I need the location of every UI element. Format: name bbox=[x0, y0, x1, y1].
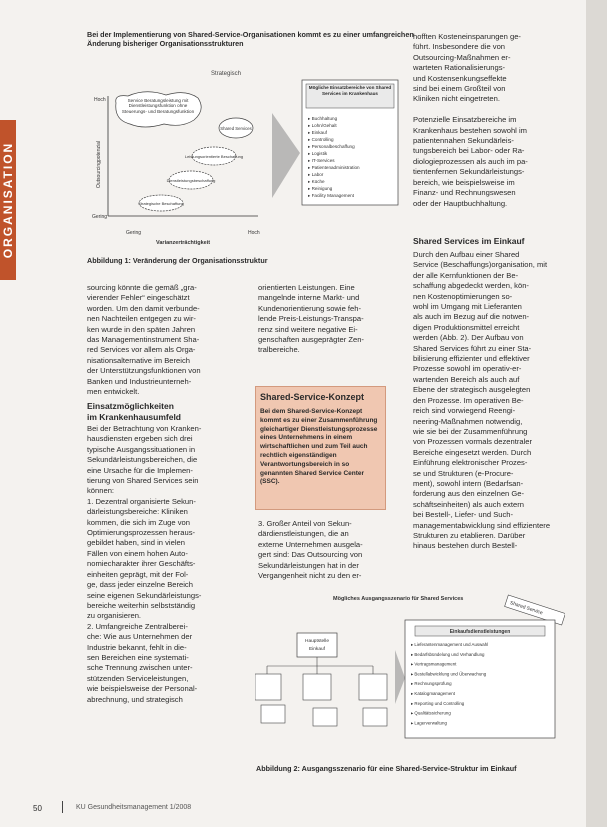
text-line: und Kostensenkungseffekte bbox=[413, 73, 507, 83]
heading-einsatz-line2: im Krankenhausumfeld bbox=[87, 412, 181, 422]
unit-box-4 bbox=[261, 705, 285, 723]
list-item: ▸ Lohn/Gehalt bbox=[308, 123, 337, 128]
text-line: nen Kostenoptimierungen so- bbox=[413, 291, 513, 301]
figure1-header-label: Strategisch bbox=[211, 71, 242, 77]
figure1-caption: Abbildung 1: Veränderung der Organisationsstruktur bbox=[87, 256, 268, 265]
column1-intro bbox=[87, 283, 205, 397]
text-line: Shared Services führt zu einer Sta- bbox=[413, 343, 532, 353]
text-line: Outsourcing-Maßnahmen er- bbox=[413, 52, 511, 62]
text-line: typische Ausgangssituationen in bbox=[87, 444, 196, 454]
text-line: von Prozessen vormals dezentraler bbox=[413, 437, 533, 447]
text-line: werden (Abb. 2). Der Aufbau von bbox=[413, 333, 524, 343]
text-line: sche Trennung zwischen unter- bbox=[87, 663, 193, 673]
text-line: ken wurde in den späten Jahren bbox=[87, 324, 196, 334]
text-line: warteten Rationalisierungs- bbox=[413, 63, 506, 73]
text-line: 1. Dezentral organisierte Sekun- bbox=[87, 496, 196, 506]
list-item: ▸ Küche bbox=[308, 179, 325, 184]
list-item: ▸ Katalogmanagement bbox=[411, 691, 455, 696]
text-line: Vergangenheit nicht zu den er- bbox=[258, 571, 362, 581]
section-sidebar bbox=[0, 120, 16, 280]
text-line: Strukturen zu etablieren. Darüber bbox=[413, 530, 526, 540]
footer-divider bbox=[62, 801, 63, 813]
text-line: red Services vor allem als Orga- bbox=[87, 345, 196, 355]
figure1-diagram bbox=[86, 58, 406, 258]
x-axis-title: Varianzerträchtigkeit bbox=[156, 240, 211, 246]
text-line: tierung von Shared Services sein bbox=[87, 476, 199, 486]
unit-box-6 bbox=[363, 708, 387, 726]
text-line: führt. Insbesondere die von bbox=[413, 42, 506, 52]
text-line: genschaften ausgeprägter Zen- bbox=[258, 335, 364, 345]
text-line: zu organisieren. bbox=[87, 611, 142, 621]
unit-box-3 bbox=[359, 674, 387, 700]
text-line: hinaus bestehen durch Bestell- bbox=[413, 541, 518, 551]
text-line: stützenden Serviceleistungen, bbox=[87, 673, 189, 683]
text-line: Bei der Betrachtung von Kranken- bbox=[87, 424, 202, 433]
unit-box-1 bbox=[255, 674, 281, 700]
text-line: Banken und Industrieunterneh- bbox=[87, 376, 192, 386]
ellipse-2-label: Leistungsorientierte Beschaffung bbox=[184, 154, 244, 159]
text-line: Service (Beschaffungs)organisation, mit bbox=[413, 260, 548, 270]
list-item: ▸ Labor bbox=[308, 172, 324, 177]
figure2-center-box bbox=[297, 633, 337, 657]
list-item: ▸ Reinigung bbox=[308, 186, 333, 191]
text-line: externe Unternehmen ausgela- bbox=[258, 539, 363, 549]
text-line: patientennahen Sekundärleis- bbox=[413, 136, 514, 146]
text-line: bereich, wie beispielsweise im bbox=[413, 177, 515, 187]
text-line: wartenden Bereich als auch auf bbox=[413, 374, 520, 384]
list-item: ▸ Patientenadministration bbox=[308, 165, 360, 170]
text-line: därleistungsbereiche: Kliniken bbox=[87, 507, 188, 517]
text-line: renz sind weitere negative Ei- bbox=[258, 324, 358, 334]
x-right-label: Hoch bbox=[248, 230, 260, 236]
list-item: ▸ Vertragsmanagement bbox=[411, 661, 457, 667]
text-line: worden. Um den damit verbunde- bbox=[87, 303, 200, 313]
x-left-label: Gering bbox=[126, 230, 142, 236]
text-line: sen Bereichen eine systemati- bbox=[87, 652, 189, 662]
list-item: ▸ Rechnungsprüfung bbox=[411, 681, 452, 687]
y-top-label: Hoch bbox=[94, 97, 106, 103]
text-line: das Managementinstrument Sha- bbox=[87, 335, 200, 345]
column1-body bbox=[87, 424, 205, 705]
magazine-name: KU Gesundheitsmanagement 1/2008 bbox=[76, 804, 192, 811]
text-line: abrechnung, und strategisch bbox=[87, 694, 183, 704]
text-line: eine Ursache für die Implemen- bbox=[87, 465, 193, 475]
text-line: digen Produktionsmittel erreicht bbox=[413, 322, 520, 332]
list-item: ▸ Facility Management bbox=[308, 193, 354, 198]
text-line: ge, dass jeder einzelne Bereich bbox=[87, 580, 193, 590]
text-line: 2. Umfangreiche Zentralberei- bbox=[87, 621, 188, 631]
text-line: bilisierung effizienter und effektiver bbox=[413, 354, 530, 364]
text-line: nen Nachteilen entgegen zu wir- bbox=[87, 314, 196, 324]
text-line: als auch im Bezug auf die notwen- bbox=[413, 312, 530, 322]
text-line: hofften Kosteneinsparungen ge- bbox=[413, 32, 521, 41]
text-line: bei Bestell-, Liefer- und Such- bbox=[413, 510, 514, 520]
figure2-stamp-text: Shared Service bbox=[509, 600, 544, 617]
list-item: ▸ Einkauf bbox=[308, 130, 327, 135]
text-line: orientierten Leistungen. Eine bbox=[258, 283, 355, 292]
text-line: gebildet haben, sind in vielen bbox=[87, 538, 185, 548]
text-line: Einführung elektronischer Prozes- bbox=[413, 458, 528, 468]
heading-einsatz bbox=[87, 401, 181, 423]
column3-body bbox=[413, 250, 558, 552]
list-item: ▸ Personalbeschaffung bbox=[308, 144, 355, 149]
list-item: ▸ Qualitätssicherung bbox=[411, 710, 451, 716]
text-line: che: Wie aus Unternehmen der bbox=[87, 632, 193, 642]
unit-box-2 bbox=[303, 674, 331, 700]
column2-intro bbox=[258, 283, 383, 356]
text-line: bereiche weiterhin selbstständig bbox=[87, 600, 196, 610]
text-line: Sekundärleistungen hat in der bbox=[258, 560, 359, 570]
text-line: forderung aus den einzelnen Ge- bbox=[413, 489, 525, 499]
page-edge-shadow bbox=[586, 0, 607, 827]
text-line: tungsbereich bei Labor- oder Ra- bbox=[413, 146, 525, 156]
text-line: sind bei einem Großteil von bbox=[413, 84, 506, 94]
definition-box-title: Shared-Service-Konzept bbox=[260, 392, 365, 402]
text-line: Durch den Aufbau einer Shared bbox=[413, 250, 520, 259]
list-item: ▸ Lieferantenmanagement und Auswahl bbox=[411, 642, 489, 647]
text-line: managementabwicklung sind effizientere bbox=[413, 520, 551, 530]
text-line: reich sind vorwiegend Reengi- bbox=[413, 406, 516, 416]
text-line bbox=[413, 105, 558, 115]
text-line: men entwickelt. bbox=[87, 387, 140, 397]
text-line: schäftseinheiten) als auch extern bbox=[413, 499, 525, 509]
text-line: oder der Hauptbuchhaltung. bbox=[413, 198, 508, 208]
text-line: Fällen von einem hohen Auto- bbox=[87, 548, 188, 558]
text-line: därdienstleistungen, die an bbox=[258, 529, 349, 539]
text-line: kommen, die sich im Zuge von bbox=[87, 517, 190, 527]
definition-box bbox=[255, 386, 386, 510]
list-item: ▸ Lagerverwaltung bbox=[411, 720, 447, 726]
column2-continued bbox=[258, 519, 383, 581]
figure1-title: Bei der Implementierung von Shared-Service-Organisationen kommt es zu einer umfangreichen Änderung bisheriger Organisationsstrukturen bbox=[87, 30, 414, 48]
figure2-diagram bbox=[255, 580, 565, 760]
center-box-line1: Hauptstelle bbox=[305, 639, 329, 644]
text-line: seine eigenen Sekundärleistungs- bbox=[87, 590, 202, 600]
text-line: tientenfernen Sekundärleistungs- bbox=[413, 167, 525, 177]
list-item: ▸ Controlling bbox=[308, 137, 334, 142]
text-line: vierender Fehler“ eingeschätzt bbox=[87, 293, 190, 303]
text-line: hausdiensten ergeben sich drei bbox=[87, 434, 193, 444]
figure2-caption: Abbildung 2: Ausgangsszenario für eine Shared-Service-Struktur im Einkauf bbox=[256, 764, 517, 773]
text-line: mangelnde interne Markt- und bbox=[258, 293, 360, 303]
text-line: se und Strukturen (e-Procure- bbox=[413, 468, 514, 478]
text-line: gert sind: Das Outsourcing von bbox=[258, 550, 363, 560]
text-line: sourcing könnte die gemäß „gra- bbox=[87, 283, 197, 292]
figure2-list-title: Einkaufsdienstleistungen bbox=[449, 629, 511, 635]
text-line: lende Preis-Leistungs-Transpa- bbox=[258, 314, 364, 324]
text-line: schaffung abgedeckt werden, kön- bbox=[413, 281, 529, 291]
text-line: Sekundärleistungsbereichen, die bbox=[87, 455, 198, 465]
ellipse-1-label: Shared Services bbox=[220, 126, 252, 131]
cloud-text: Service Beratungsleistung mit Dienstleistungsfunktion ohne Steuerungs- und Beratungsfunktion bbox=[121, 98, 195, 114]
y-bottom-label: Gering bbox=[92, 214, 108, 220]
list-item: ▸ IT-Services bbox=[308, 158, 335, 163]
page-number: 50 bbox=[33, 804, 42, 813]
list-item: ▸ Bestellabwicklung und Überwachung bbox=[411, 671, 487, 677]
text-line: wie beispielsweise der Personal- bbox=[87, 684, 198, 694]
list-item: ▸ Buchhaltung bbox=[308, 116, 338, 121]
heading-einkauf: Shared Services im Einkauf bbox=[413, 236, 525, 246]
text-line: wie sie bei der Zusammenführung bbox=[413, 426, 528, 436]
figure1-list-title-holder bbox=[307, 85, 393, 109]
figure2-arrow bbox=[395, 650, 405, 704]
text-line: der Unterstützungsfunktionen von bbox=[87, 366, 201, 376]
text-line: wohl im Umgang mit Lieferanten bbox=[413, 302, 522, 312]
text-line: Finanz- und Rechnungswesen bbox=[413, 188, 516, 198]
text-line: Ebene der strategisch ausgelegten bbox=[413, 385, 531, 395]
cloud-text-holder bbox=[120, 98, 196, 126]
list-item: ▸ Reporting und Controlling bbox=[411, 700, 465, 706]
text-line: Prozesse sowohl im operativ-er- bbox=[413, 364, 522, 374]
figure1-arrow bbox=[272, 113, 300, 198]
text-line: der alle Kernfunktionen der Be- bbox=[413, 270, 519, 280]
list-item: ▸ Bedarfsbündelung und Verhandlung bbox=[411, 651, 485, 657]
text-line: Optimierungsprozessen heraus- bbox=[87, 528, 196, 538]
text-line: tralbereiche. bbox=[258, 345, 300, 355]
text-line: den Prozesse. Im operativen Be- bbox=[413, 395, 524, 405]
text-line: nomiecharakter ihrer Geschäfts- bbox=[87, 559, 196, 569]
text-line: Krankenhaus bestehen sowohl im bbox=[413, 125, 527, 135]
text-line: können: bbox=[87, 486, 115, 496]
heading-einsatz-line1: Einsatzmöglichkeiten bbox=[87, 401, 174, 411]
text-line: nisationsalternative im Bereich bbox=[87, 355, 190, 365]
text-line: Kliniken nicht eingetreten. bbox=[413, 94, 500, 104]
text-line: ment), sowohl intern (Bedarfsan- bbox=[413, 478, 524, 488]
text-line: Potenzielle Einsatzbereiche im bbox=[413, 115, 517, 125]
column3-intro bbox=[413, 32, 558, 209]
text-line: diologieprozessen als auch im pa- bbox=[413, 156, 528, 166]
ellipse-3-label: Dienstleistungsbeschaffung bbox=[166, 178, 216, 183]
text-line: neering-Maßnahmen notwendig, bbox=[413, 416, 523, 426]
y-axis-title: Outsourcingpotenzial bbox=[96, 141, 102, 188]
figure2-title: Mögliches Ausgangsszenario für Shared Services bbox=[333, 596, 464, 602]
section-label: ORGANISATION bbox=[1, 141, 15, 259]
definition-box-body: Bei dem Shared-Service-Konzept kommt es zu einer Zusammenführung gleichartiger Dienstleistungsprozesse eines Unternehmens in einem wirtschaftlichen und zum Teil auch rechtlich eigenständigen Verantwortungsbereich in so genannten Shared Service Center (SSC). bbox=[260, 408, 378, 486]
text-line: Kundenorientierung sowie feh- bbox=[258, 303, 362, 313]
unit-box-5 bbox=[313, 708, 337, 726]
text-line: 3. Großer Anteil von Sekun- bbox=[258, 519, 352, 528]
center-box-line2: Einkauf bbox=[309, 647, 325, 652]
list-item: ▸ Logistik bbox=[308, 151, 328, 156]
text-line: Industrie bekannt, fehlt in die- bbox=[87, 642, 187, 652]
text-line: einheiten geprägt, mit der Fol- bbox=[87, 569, 189, 579]
figure1-list-title: Mögliche Einsatzbereiche von Shared Services im Krankenhaus bbox=[308, 85, 392, 96]
ellipse-4-label: Strategische Beschaffung bbox=[138, 201, 184, 206]
text-line: Bereiche eingesetzt werden. Durch bbox=[413, 447, 532, 457]
